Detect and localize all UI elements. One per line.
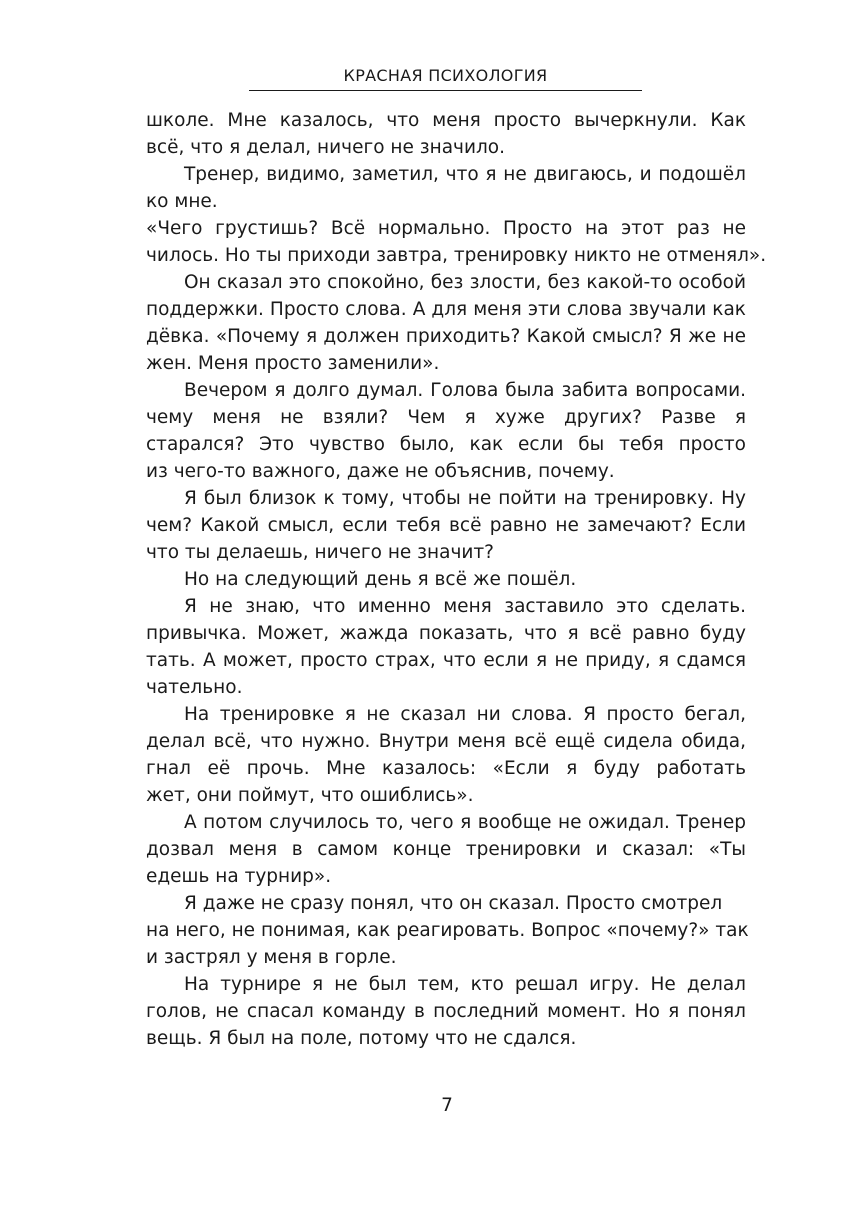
text-line: дёвка. «Почему я должен приходить? Какой смысл? Я же не bbox=[146, 326, 746, 347]
text-line: старался? Это чувство было, как если бы тебя просто bbox=[146, 434, 746, 455]
running-head: КРАСНАЯ ПСИХОЛОГИЯ bbox=[343, 66, 548, 85]
text-line: что ты делаешь, ничего не значит? bbox=[146, 542, 495, 563]
text-line: тать. А может, просто страх, что если я не приду, я сдамся bbox=[146, 650, 746, 671]
body-text bbox=[146, 107, 767, 1052]
text-line: жет, они поймут, что ошиблись». bbox=[146, 785, 474, 806]
text-line: жен. Меня просто заменили». bbox=[146, 353, 440, 374]
text-line: Но на следующий день я всё же пошёл. bbox=[184, 569, 577, 590]
text-line: привычка. Может, жажда показать, что я всё равно буду bbox=[146, 623, 746, 644]
text-line: едешь на турнир». bbox=[146, 866, 332, 887]
text-line: делал всё, что нужно. Внутри меня всё ещё сидела обида, bbox=[146, 731, 746, 752]
text-line: и застрял у меня в горле. bbox=[146, 947, 397, 968]
text-line: «Чего грустишь? Всё нормально. Просто на этот раз не bbox=[146, 218, 746, 239]
text-line: чательно. bbox=[146, 677, 243, 698]
text-line: Я был близок к тому, чтобы не пойти на тренировку. Ну bbox=[184, 488, 746, 509]
text-line: чилось. Но ты приходи завтра, тренировку никто не отменял». bbox=[146, 245, 767, 266]
header-rule bbox=[249, 90, 642, 91]
text-line: чему меня не взяли? Чем я хуже других? Разве я bbox=[146, 407, 746, 428]
text-line: на него, не понимая, как реагировать. Вопрос «почему?» так bbox=[146, 920, 749, 941]
page-number: 7 bbox=[441, 1095, 453, 1116]
text-line: Вечером я долго думал. Голова была забита вопросами. bbox=[184, 380, 746, 401]
text-line: школе. Мне казалось, что меня просто вычеркнули. Как bbox=[146, 110, 746, 131]
text-line: На тренировке я не сказал ни слова. Я просто бегал, bbox=[184, 704, 746, 725]
text-line: из чего-то важного, даже не объяснив, почему. bbox=[146, 461, 615, 482]
text-line: Я не знаю, что именно меня заставило это сделать. bbox=[184, 596, 746, 617]
text-line: Он сказал это спокойно, без злости, без какой-то особой bbox=[184, 272, 746, 293]
text-line: Тренер, видимо, заметил, что я не двигаюсь, и подошёл bbox=[184, 164, 746, 185]
text-line: вещь. Я был на поле, потому что не сдался. bbox=[146, 1028, 577, 1049]
text-line: гнал её прочь. Мне казалось: «Если я буду работать bbox=[146, 758, 746, 779]
text-line: голов, не спасал команду в последний момент. Но я понял bbox=[146, 1001, 746, 1022]
text-line: поддержки. Просто слова. А для меня эти слова звучали как bbox=[146, 299, 746, 320]
text-line: всё, что я делал, ничего не значило. bbox=[146, 137, 506, 158]
text-line: Я даже не сразу понял, что он сказал. Просто смотрел bbox=[184, 893, 723, 914]
text-line: На турнире я не был тем, кто решал игру. Не делал bbox=[184, 974, 746, 995]
text-line: А потом случилось то, чего я вообще не ожидал. Тренер bbox=[184, 812, 746, 833]
text-line: чем? Какой смысл, если тебя всё равно не замечают? Если bbox=[146, 515, 746, 536]
text-line: ко мне. bbox=[146, 191, 218, 212]
text-line: дозвал меня в самом конце тренировки и сказал: «Ты bbox=[146, 839, 746, 860]
